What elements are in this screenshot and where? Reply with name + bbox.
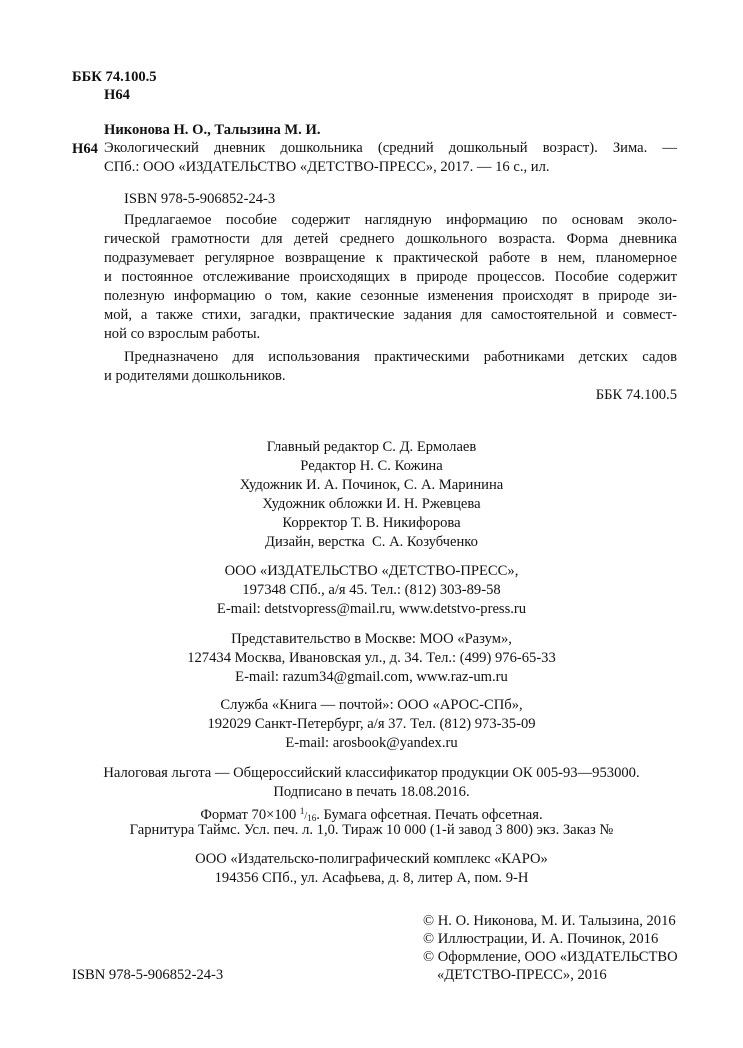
printer-line: 194356 СПб., ул. Асафьева, д. 8, литер А, пом. 9-Н	[214, 870, 529, 886]
book-title-line-2: СПб.: ООО «ИЗДАТЕЛЬСТВО «ДЕТСТВО-ПРЕСС», 2017. — 16 с., ил.	[104, 159, 550, 175]
annotation-line: Предлагаемое пособие содержит наглядную информацию по основам эколо-	[124, 212, 677, 228]
annotation-line: мой, а также стихи, загадки, практические задания для самостоятельной и совмест-	[104, 307, 677, 323]
bbk-index: ББК 74.100.5	[72, 69, 157, 85]
mail-service-line: 192029 Санкт-Петербург, а/я 37. Тел. (812) 973-35-09	[207, 716, 536, 732]
copyright-line: «ДЕТСТВО-ПРЕСС», 2016	[437, 967, 607, 983]
publisher-line: ООО «ИЗДАТЕЛЬСТВО «ДЕТСТВО-ПРЕСС»,	[224, 563, 519, 579]
staff-line: Художник И. А. Починок, С. А. Маринина	[239, 477, 504, 493]
bbk-index-right: ББК 74.100.5	[595, 387, 677, 403]
footer-isbn: ISBN 978-5-906852-24-3	[72, 967, 224, 983]
annotation-line: подразумевает регулярное возвращение к практической работе в нем, планомерное	[104, 250, 677, 266]
copyright-line: © Иллюстрации, И. А. Починок, 2016	[423, 931, 659, 947]
staff-line: Художник обложки И. Н. Ржевцева	[262, 496, 481, 512]
author-mark-left: Н64	[72, 141, 98, 157]
mail-service-line: Служба «Книга — почтой»: ООО «АРОС-СПб»,	[220, 697, 523, 713]
copyright-line: © Н. О. Никонова, М. И. Талызина, 2016	[423, 913, 676, 929]
author-mark: Н64	[104, 87, 130, 103]
staff-line: Редактор Н. С. Кожина	[300, 458, 443, 474]
annotation-line: гической грамотности для детей среднего дошкольного возраста. Форма дневника	[104, 231, 677, 247]
isbn: ISBN 978-5-906852-24-3	[124, 191, 276, 207]
printer-line: ООО «Издательско-полиграфический комплекс «КАРО»	[195, 851, 548, 867]
book-title-line-1: Экологический дневник дошкольника (средний дошкольный возраст). Зима. —	[104, 140, 677, 156]
moscow-line: 127434 Москва, Ивановская ул., д. 34. Тел.: (499) 976-65-33	[187, 650, 556, 666]
copyright-line: © Оформление, ООО «ИЗДАТЕЛЬСТВО	[423, 949, 678, 965]
annotation-line: Предназначено для использования практическими работниками детских садов	[124, 349, 677, 365]
typeface-line: Гарнитура Таймс. Усл. печ. л. 1,0. Тираж 10 000 (1-й завод 3 800) экз. Заказ №	[129, 822, 614, 838]
publisher-line: 197348 СПб., а/я 45. Тел.: (812) 303-89-58	[242, 582, 501, 598]
tax-line: Налоговая льгота — Общероссийский классификатор продукции ОК 005-93—953000.	[103, 765, 640, 781]
format-line: Формат 70×100 1/16. Бумага офсетная. Печать офсетная.	[200, 806, 543, 823]
moscow-line: E-mail: razum34@gmail.com, www.raz-um.ru	[235, 669, 508, 685]
staff-line: Корректор Т. В. Никифорова	[282, 515, 461, 531]
authors: Никонова Н. О., Талызина М. И.	[104, 122, 321, 138]
annotation-line: ной со взрослым работы.	[104, 326, 261, 342]
format-fraction: 1/16	[299, 806, 317, 823]
moscow-line: Представительство в Москве: МОО «Разум»,	[231, 631, 512, 647]
mail-service-line: E-mail: arosbook@yandex.ru	[285, 735, 458, 751]
publisher-line: E-mail: detstvopress@mail.ru, www.detstvo-press.ru	[216, 601, 527, 617]
annotation-line: и постоянное отслеживание происходящих в природе процессов. Пособие содержит	[104, 269, 677, 285]
signed-line: Подписано в печать 18.08.2016.	[273, 784, 470, 800]
annotation-line: и родителями дошкольников.	[104, 368, 286, 384]
staff-line: Дизайн, верстка С. А. Козубченко	[265, 534, 478, 550]
staff-line: Главный редактор С. Д. Ермолаев	[266, 439, 477, 455]
annotation-line: полезную информацию о том, какие сезонные изменения происходят в природе зи-	[104, 288, 677, 304]
